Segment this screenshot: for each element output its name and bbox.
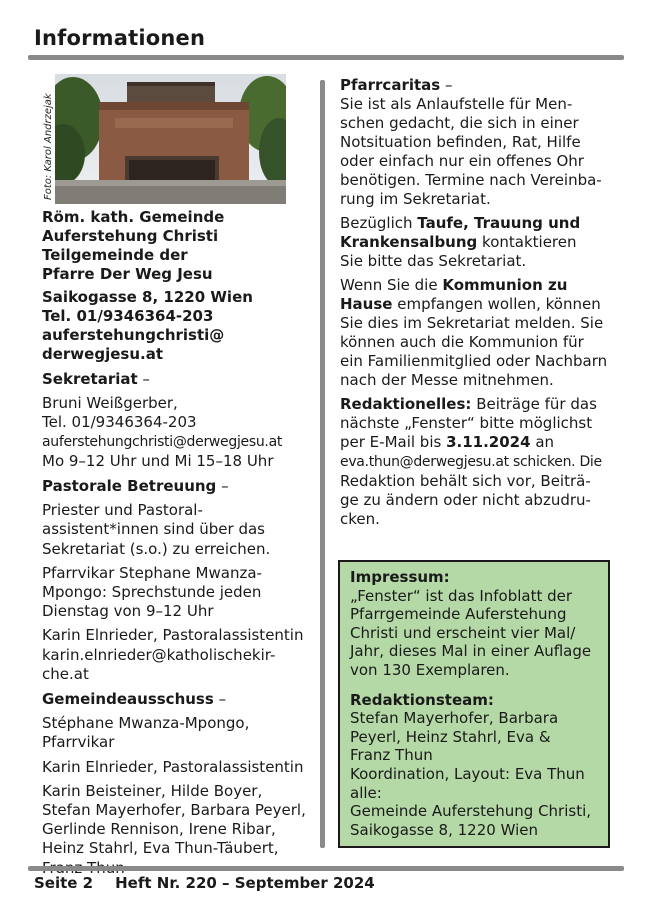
impressum-box (338, 560, 610, 848)
text-line: rung im Sekretariat. (340, 190, 491, 208)
section-heading: Pastorale Betreuung (42, 477, 217, 496)
section-pfarrcaritas: Pfarrcaritas – Sie ist als Anlaufstelle für Men- schen gedacht, die sich in einer Notsituation befinden, Rat, Hilfe oder einfach nur ein offenes Ohr benötigen. Termine nach Vereinba- rung im Sekretariat. (340, 76, 616, 209)
section-heading: Gemeindeausschuss (42, 690, 214, 709)
text-line: benötigen. Termine nach Vereinba- (340, 171, 602, 189)
text-line: Sekretariat (s.o.) zu erreichen. (42, 539, 271, 558)
parish-contact (42, 208, 314, 364)
org-email: auferstehungchristi@ (42, 326, 225, 344)
text-line: alle: (350, 783, 382, 802)
church-photo-block (42, 74, 314, 204)
text-line: Stéphane Mwanza-Mpongo, (42, 714, 250, 733)
text-line: Christi und erscheint vier Mal/ (350, 623, 576, 642)
photo-credit: Foto: Karol Andrzejak (43, 93, 54, 200)
section-heading: Pfarrcaritas (340, 76, 441, 94)
email-link[interactable]: eva.thun@derwegjesu.at (340, 454, 509, 470)
org-line: Pfarre Der Weg Jesu (42, 265, 213, 283)
text-line: Saikogasse 8, 1220 Wien (350, 820, 538, 839)
text-line: Bruni Weißgerber, (42, 394, 178, 413)
left-column (42, 74, 314, 878)
text-line: Pfarrvikar (42, 733, 115, 752)
text-line: Pfarrvikar Stephane Mwanza- (42, 563, 262, 582)
text-line: Pfarrgemeinde Auferstehung (350, 605, 567, 624)
text-line: Dienstag von 9–12 Uhr (42, 602, 214, 621)
paragraph-redaktionelles: Redaktionelles: Beiträge für das nächste „Fenster“ bitte möglichst per E-Mail bis 3.11.2024 an eva.thun@derwegjesu.at schicken. Die Redaktion behält sich vor, Beiträ- ge zu ändern oder nicht abzudru- cken. (340, 395, 602, 528)
section-pastorale: Pastorale Betreuung – Priester und Pastoral- assistent*innen sind über das Sekretariat (s.o.) zu erreichen. Pfarrvikar Stephane Mwanza- Mpongo: Sprechstunde jeden Dienstag von 9–12 Uhr Karin Elnrieder, Pastoralassistentin karin.elnrieder@katholischekir- che.at (42, 477, 314, 684)
text-line: Karin Elnrieder, Pastoralassistentin (42, 757, 304, 776)
text-line: Mo 9–12 Uhr und Mi 15–18 Uhr (42, 451, 274, 470)
text-line: von 130 Exemplaren. (350, 660, 510, 679)
org-address: Saikogasse 8, 1220 Wien (42, 288, 253, 306)
org-phone: Tel. 01/9346364-203 (42, 307, 214, 325)
impressum-heading: Impressum: (350, 568, 450, 586)
text-line: Koordination, Layout: Eva Thun (350, 764, 585, 783)
text-line: Priester und Pastoral- (42, 501, 203, 520)
section-heading: Sekretariat (42, 370, 138, 388)
text-line: schen gedacht, die sich in einer (340, 114, 579, 132)
org-email: derwegjesu.at (42, 345, 163, 363)
text-line: „Fenster“ ist das Infoblatt der (350, 586, 573, 605)
text-line: Karin Elnrieder, Pastoralassistentin (42, 626, 304, 645)
team-heading: Redaktionsteam: (350, 690, 494, 709)
text-line: Karin Beisteiner, Hilde Boyer, (42, 781, 263, 800)
church-photo (55, 74, 286, 204)
text-line: Tel. 01/9346364-203 (42, 413, 197, 432)
column-divider (320, 80, 325, 848)
text-line: Mpongo: Sprechstunde jeden (42, 583, 262, 602)
text-line: che.at (42, 664, 89, 683)
text-line: Gemeinde Auferstehung Christi, (350, 802, 592, 821)
section-sekretariat: Sekretariat – Bruni Weißgerber, Tel. 01/9346364-203 auferstehungchristi@derwegjesu.at Mo 9–12 Uhr und Mi 15–18 Uhr (42, 370, 314, 471)
footer (34, 874, 397, 892)
text-line: karin.elnrieder@katholischekir- (42, 645, 276, 664)
text-line: Stefan Mayerhofer, Barbara Peyerl, (42, 801, 306, 820)
text-line: Peyerl, Heinz Stahrl, Eva & (350, 727, 551, 746)
paragraph-kommunion: Wenn Sie die Kommunion zu Hause empfangen wollen, können Sie dies im Sekretariat melden. Sie können auch die Kommunion für ein Familienmitglied oder Nachbarn nach der Messe mitnehmen. (340, 276, 608, 389)
right-column (340, 76, 616, 529)
text-line: Gerlinde Rennison, Irene Ribar, (42, 820, 276, 839)
text-line: Stefan Mayerhofer, Barbara (350, 709, 559, 728)
email-line: auferstehungchristi@derwegjesu.at (42, 433, 283, 450)
text-line: Notsituation befinden, Rat, Hilfe (340, 133, 581, 151)
page-number: Seite 2 (34, 874, 94, 892)
text-line: assistent*innen sind über das (42, 520, 265, 539)
top-rule (28, 55, 624, 60)
bottom-rule (28, 866, 624, 871)
deadline-date: 3.11.2024 (446, 433, 531, 451)
paragraph-taufe: Bezüglich Taufe, Trauung und Krankensalbung kontaktieren Sie bitte das Sekretariat. (340, 214, 581, 270)
text-line: Sie ist als Anlaufstelle für Men- (340, 95, 573, 113)
text-line: Heinz Stahrl, Eva Thun-Täubert, (42, 839, 279, 858)
page-title: Informationen (34, 26, 206, 50)
text-line: oder einfach nur ein offenes Ohr (340, 152, 584, 170)
text-line: Jahr, dieses Mal in einer Auflage (350, 642, 592, 661)
section-gemeindeausschuss: Gemeindeausschuss – Stéphane Mwanza-Mpongo, Pfarrvikar Karin Elnrieder, Pastoralassistentin Karin Beisteiner, Hilde Boyer, Stefan Mayerhofer, Barbara Peyerl, Gerlinde Rennison, Irene Ribar, Heinz Stahrl, Eva Thun-Täubert, (42, 690, 314, 878)
text-line: Franz Thun (350, 746, 433, 765)
org-line: Auferstehung Christi (42, 227, 219, 245)
issue-info: Heft Nr. 220 – September 2024 (115, 874, 375, 892)
org-line: Teilgemeinde der (42, 246, 188, 264)
org-line: Röm. kath. Gemeinde (42, 208, 225, 226)
